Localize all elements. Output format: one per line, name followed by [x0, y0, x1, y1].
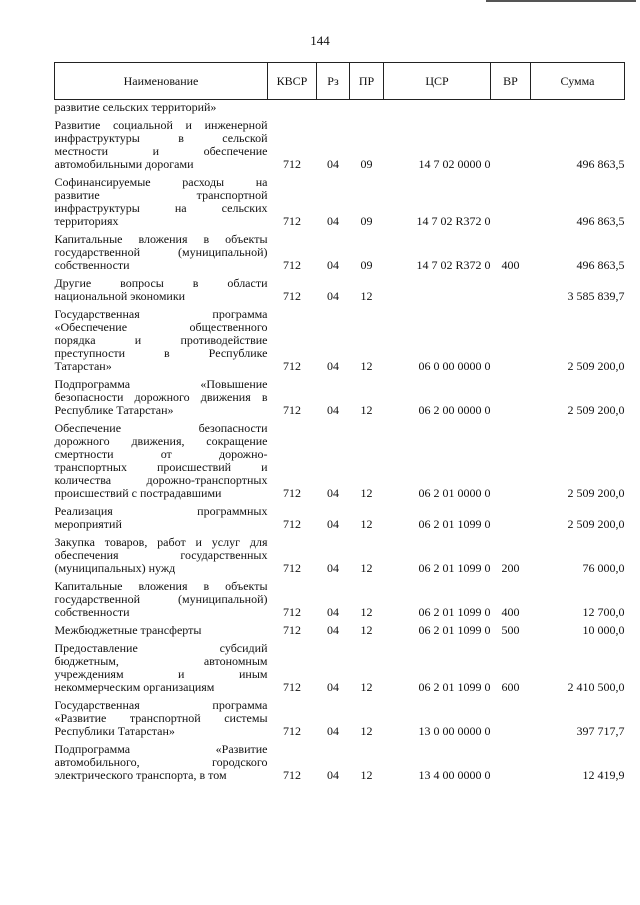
name-line: Государственная программа: [54, 307, 268, 321]
cell-name: [55, 377, 268, 421]
name-line: Татарстан»: [54, 359, 112, 373]
name-line: территориях: [54, 214, 119, 228]
cell-csr: 06 2 01 0000 0: [418, 486, 491, 500]
cell-kvsr: 712: [283, 289, 301, 303]
cell-sum: 2 509 200,0: [567, 517, 625, 531]
cell-pr: 12: [360, 289, 373, 303]
cell-rz: 04: [327, 680, 339, 694]
cell-kvsr: 712: [283, 605, 301, 619]
cell-name: [55, 504, 268, 535]
name-line: некоммерческим организациям: [54, 680, 215, 694]
cell-sum: 496 863,5: [576, 157, 625, 171]
table-row: [55, 118, 625, 175]
name-line: обеспечения государственных: [54, 548, 268, 562]
cell-sum: 2 509 200,0: [567, 486, 625, 500]
cell-sum: 12 700,0: [582, 605, 625, 619]
name-line: мероприятий: [54, 517, 122, 531]
cell-sum: 397 717,7: [576, 724, 625, 738]
cell-pr: 09: [360, 214, 373, 228]
name-line: государственной (муниципальной): [54, 592, 268, 606]
cell-vr: [491, 100, 531, 119]
cell-pr: 12: [360, 561, 373, 575]
table-row: [55, 232, 625, 276]
cell-rz: 04: [327, 289, 339, 303]
cell-pr: 12: [360, 486, 373, 500]
table-row: [55, 641, 625, 698]
name-line: инфраструктуры в сельской: [54, 131, 268, 145]
name-line: Развитие социальной и инженерной: [54, 118, 268, 132]
cell-kvsr: 712: [283, 157, 301, 171]
cell-sum: 496 863,5: [576, 258, 625, 272]
name-line: Подпрограмма «Развитие: [54, 742, 268, 756]
name-line: происшествий с пострадавшими: [54, 486, 222, 500]
cell-csr: 06 2 01 1099 0: [418, 605, 491, 619]
cell-vr: 200: [501, 561, 520, 575]
table-row: [55, 742, 625, 786]
header-sum: Сумма: [531, 63, 625, 100]
page-number: 144: [310, 33, 330, 48]
cell-vr: [491, 276, 531, 307]
name-line: автомобильными дорогами: [54, 157, 194, 171]
name-line: автомобильного, городского: [54, 755, 268, 769]
cell-vr: [491, 698, 531, 742]
cell-kvsr: 712: [283, 561, 301, 575]
cell-pr: 09: [360, 258, 373, 272]
cell-csr: 14 7 02 R372 0: [416, 214, 491, 228]
header-name: Наименование: [55, 63, 268, 100]
table-row: [55, 535, 625, 579]
cell-name: [55, 307, 268, 377]
cell-pr: 12: [360, 680, 373, 694]
cell-vr: 400: [501, 258, 520, 272]
cell-rz: 04: [327, 768, 339, 782]
table-header-row: [55, 63, 625, 100]
cell-pr: 12: [360, 623, 373, 637]
cell-rz: 04: [327, 157, 339, 171]
table-row: [55, 623, 625, 641]
cell-pr: 12: [360, 517, 373, 531]
name-line: «Обеспечение общественного: [54, 320, 268, 334]
cell-vr: [491, 118, 531, 175]
name-line: дорожного движения, сокращение: [54, 434, 268, 448]
cell-csr: 06 2 01 1099 0: [418, 680, 491, 694]
header-kvsr: КВСР: [268, 63, 317, 100]
cell-kvsr: 712: [283, 486, 301, 500]
name-line: собственности: [54, 605, 130, 619]
name-line: собственности: [54, 258, 130, 272]
cell-pr: 12: [360, 403, 373, 417]
cell-pr: 12: [360, 359, 373, 373]
name-line: Республики Татарстан»: [54, 724, 175, 738]
cell-name: [55, 641, 268, 698]
table-row: [55, 504, 625, 535]
table-row: [55, 698, 625, 742]
cell-csr: 13 0 00 0000 0: [418, 724, 491, 738]
table-row: [55, 421, 625, 504]
name-line: Капитальные вложения в объекты: [54, 579, 268, 593]
name-line: смертности от дорожно-: [54, 447, 268, 461]
cell-kvsr: 712: [283, 403, 301, 417]
cell-csr: 14 7 02 R372 0: [416, 258, 491, 272]
name-line: количества дорожно-транспортных: [54, 473, 268, 487]
cell-name: [55, 276, 268, 307]
cell-csr: [384, 100, 491, 119]
cell-rz: 04: [327, 359, 339, 373]
cell-rz: 04: [327, 517, 339, 531]
cell-kvsr: 712: [283, 359, 301, 373]
cell-name: [55, 579, 268, 623]
name-line: Предоставление субсидий: [54, 641, 268, 655]
cell-vr: [491, 421, 531, 504]
name-line: национальной экономики: [54, 289, 186, 303]
cell-kvsr: [268, 100, 317, 119]
cell-pr: 12: [360, 768, 373, 782]
cell-csr: 14 7 02 0000 0: [418, 157, 491, 171]
cell-vr: 500: [501, 623, 520, 637]
cell-vr: [491, 504, 531, 535]
cell-name: [55, 100, 268, 119]
cell-kvsr: 712: [283, 680, 301, 694]
name-line: Обеспечение безопасности: [54, 421, 268, 435]
table-row: [55, 276, 625, 307]
cell-name: [55, 232, 268, 276]
cell-rz: 04: [327, 258, 339, 272]
cell-sum: [531, 100, 625, 119]
cell-rz: 04: [327, 623, 339, 637]
table-row: [55, 100, 625, 119]
cell-rz: [317, 100, 350, 119]
budget-table: [54, 62, 625, 786]
cell-pr: [350, 100, 384, 119]
cell-sum: 10 000,0: [582, 623, 625, 637]
name-line: электрического транспорта, в том: [54, 768, 227, 782]
header-pr: ПР: [350, 63, 384, 100]
name-line: государственной (муниципальной): [54, 245, 268, 259]
name-line: (муниципальных) нужд: [54, 561, 176, 575]
cell-rz: 04: [327, 724, 339, 738]
table-row: [55, 377, 625, 421]
name-line: развитие сельских территорий»: [54, 100, 217, 114]
cell-sum: 2 509 200,0: [567, 403, 625, 417]
cell-name: [55, 118, 268, 175]
name-line: Подпрограмма «Повышение: [54, 377, 268, 391]
name-line: Софинансируемые расходы на: [54, 175, 268, 189]
cell-csr: 06 2 00 0000 0: [418, 403, 491, 417]
header-vr: ВР: [491, 63, 531, 100]
cell-sum: 3 585 839,7: [567, 289, 625, 303]
cell-csr: 06 2 01 1099 0: [418, 623, 491, 637]
name-line: безопасности дорожного движения в: [54, 390, 268, 404]
name-line: Межбюджетные трансферты: [54, 623, 202, 637]
header-csr: ЦСР: [384, 63, 491, 100]
cell-sum: 496 863,5: [576, 214, 625, 228]
cell-name: [55, 623, 268, 641]
cell-vr: [491, 742, 531, 786]
cell-kvsr: 712: [283, 214, 301, 228]
name-line: бюджетным, автономным: [54, 654, 268, 668]
cell-sum: 2 410 500,0: [567, 680, 625, 694]
name-line: «Развитие транспортной системы: [54, 711, 268, 725]
cell-rz: 04: [327, 403, 339, 417]
cell-rz: 04: [327, 561, 339, 575]
cell-vr: 400: [501, 605, 520, 619]
cell-kvsr: 712: [283, 517, 301, 531]
cell-pr: 09: [360, 157, 373, 171]
name-line: Капитальные вложения в объекты: [54, 232, 268, 246]
cell-vr: 600: [501, 680, 520, 694]
cell-csr: 06 0 00 0000 0: [418, 359, 491, 373]
cell-pr: 12: [360, 605, 373, 619]
table-row: [55, 175, 625, 232]
name-line: местности и обеспечение: [54, 144, 268, 158]
cell-sum: 76 000,0: [582, 561, 625, 575]
name-line: Другие вопросы в области: [54, 276, 268, 290]
header-rz: Рз: [317, 63, 350, 100]
name-line: Республике Татарстан»: [54, 403, 174, 417]
table-row: [55, 579, 625, 623]
cell-name: [55, 535, 268, 579]
cell-name: [55, 698, 268, 742]
name-line: Реализация программных: [54, 504, 268, 518]
cell-rz: 04: [327, 486, 339, 500]
cell-kvsr: 712: [283, 724, 301, 738]
name-line: Государственная программа: [54, 698, 268, 712]
cell-name: [55, 175, 268, 232]
table-row: [55, 307, 625, 377]
name-line: инфраструктуры на сельских: [54, 201, 268, 215]
cell-kvsr: 712: [283, 623, 301, 637]
top-edge-rule: [486, 0, 636, 2]
cell-csr: 13 4 00 0000 0: [418, 768, 491, 782]
name-line: порядка и противодействие: [54, 333, 268, 347]
cell-sum: 12 419,9: [582, 768, 625, 782]
table-body: [55, 100, 625, 787]
cell-csr: 06 2 01 1099 0: [418, 561, 491, 575]
name-line: преступности в Республике: [54, 346, 268, 360]
name-line: развитие транспортной: [54, 188, 268, 202]
name-line: транспортных происшествий и: [54, 460, 268, 474]
name-line: Закупка товаров, работ и услуг для: [54, 535, 268, 549]
cell-vr: [491, 307, 531, 377]
cell-kvsr: 712: [283, 258, 301, 272]
name-line: учреждениям и иным: [54, 667, 268, 681]
cell-vr: [491, 175, 531, 232]
cell-name: [55, 421, 268, 504]
cell-kvsr: 712: [283, 768, 301, 782]
cell-csr: [384, 276, 491, 307]
cell-rz: 04: [327, 605, 339, 619]
cell-sum: 2 509 200,0: [567, 359, 625, 373]
cell-name: [55, 742, 268, 786]
cell-vr: [491, 377, 531, 421]
cell-csr: 06 2 01 1099 0: [418, 517, 491, 531]
cell-rz: 04: [327, 214, 339, 228]
cell-pr: 12: [360, 724, 373, 738]
